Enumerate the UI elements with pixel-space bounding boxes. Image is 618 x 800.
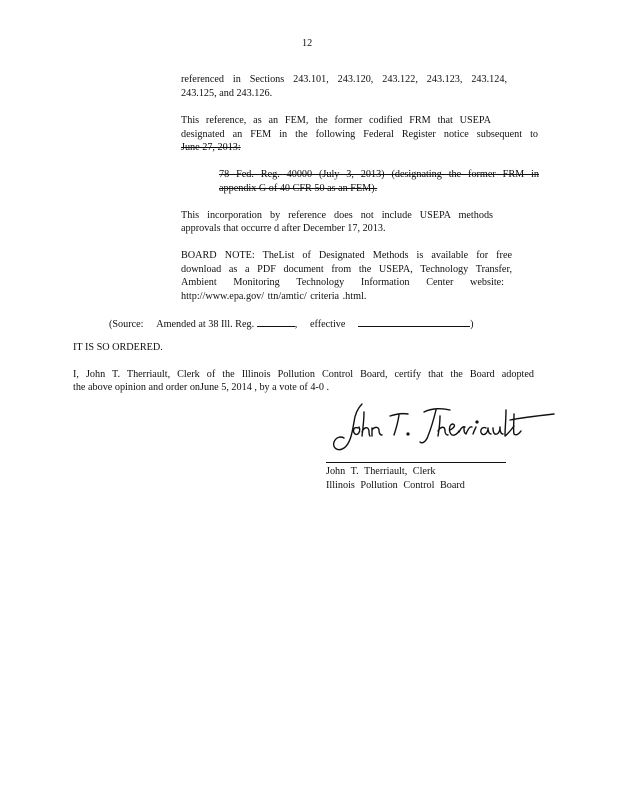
effective-date-blank: [358, 315, 470, 327]
clerk-organization: Illinois Pollution Control Board: [326, 480, 465, 491]
incorporation-line-1: This incorporation by reference does not include USEPA methods: [181, 210, 493, 221]
source-open: (Source:: [109, 319, 144, 330]
signature-line: [326, 462, 506, 463]
it-is-so-ordered: IT IS SO ORDERED.: [73, 342, 163, 353]
source-effective: effective: [309, 319, 346, 330]
clerk-name-title: John T. Therriault, Clerk: [326, 466, 436, 477]
fem-line-2: designated an FEM in the following Federal Register notice subsequent to: [181, 129, 538, 140]
source-close: ): [470, 319, 474, 330]
fem-line-1: This reference, as an FEM, the former codified FRM that USEPA: [181, 115, 491, 126]
board-note-line-1: BOARD NOTE: TheList of Designated Methods is available for free: [181, 250, 512, 261]
board-note-line-4: http://www.epa.gov/ ttn/amtic/ criteria .html.: [181, 291, 367, 302]
fed-reg-line-1: 78 Fed. Reg. 40000 (July 3, 2013) (designating the former FRM in: [219, 169, 539, 180]
source-amended: Amended at 38 Ill. Reg.: [156, 319, 255, 330]
certification-line-1: I, John T. Therriault, Clerk of the Illinois Pollution Control Board, certify that the Board adopted: [73, 369, 534, 380]
source-line: [109, 315, 474, 332]
register-blank: [257, 315, 295, 327]
certification-line-2: the above opinion and order onJune 5, 2014 , by a vote of 4-0 .: [73, 382, 330, 393]
clerk-signature: [328, 398, 564, 456]
board-note-line-2: download as a PDF document from the USEPA, Technology Transfer,: [181, 264, 512, 275]
referenced-line-1: referenced in Sections 243.101, 243.120, 243.122, 243.123, 243.124,: [181, 74, 507, 85]
fed-reg-line-2: appendix G of 40 CFR 50 as an FEM).: [219, 183, 378, 194]
fem-strike-date: June 27, 2013:: [181, 142, 241, 153]
page-number: 12: [302, 38, 313, 49]
board-note-line-3: Ambient Monitoring Technology Information Center website:: [181, 277, 504, 288]
source-comma: ,: [294, 319, 298, 330]
incorporation-line-2: approvals that occurre d after December 17, 2013.: [181, 223, 386, 234]
referenced-line-2: 243.125, and 243.126.: [181, 88, 273, 99]
